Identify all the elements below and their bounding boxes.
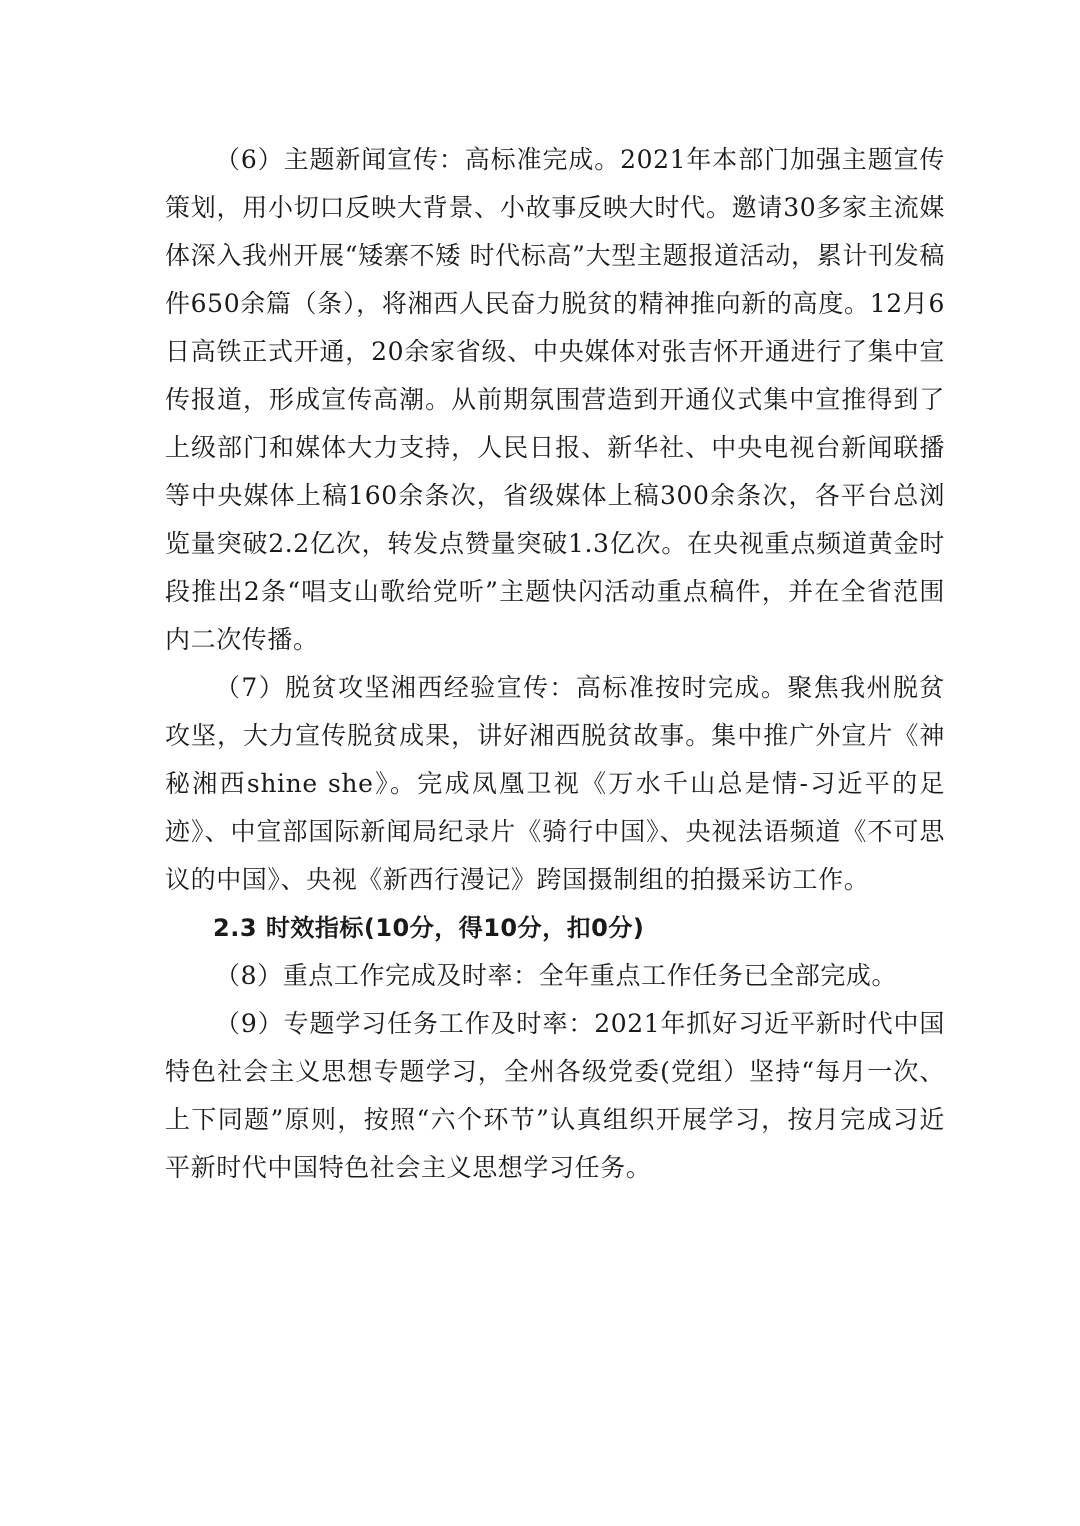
paragraph-8: （8）重点工作完成及时率：全年重点工作任务已全部完成。 <box>215 961 898 990</box>
section-heading-timeliness: 2.3 时效指标(10分，得10分，扣0分) <box>213 914 645 942</box>
paragraph-9: （9）专题学习任务工作及时率：2021年抓好习近平新时代中国特色社会主义思想专题学习，全州各级党委(党组）坚持“每月一次、上下同题”原则，按照“六个环节”认真组织开展学习，按月完成习近平新时代中国特色社会主义思想学习任务。 <box>165 1009 945 1182</box>
document-body <box>165 136 945 1192</box>
paragraph-6: （6）主题新闻宣传：高标准完成。2021年本部门加强主题宣传策划，用小切口反映大背景、小故事反映大时代。邀请30多家主流媒体深入我州开展“矮寨不矮 时代标高”大型主题报道活动，累计刊发稿件650余篇（条），将湘西人民奋力脱贫的精神推向新的高度。12月6日高铁正式开通，20余家省级、中央媒体对张吉怀开通进行了集中宣传报道，形成宣传高潮。从前期氛围营造到开通仪式集中宣推得到了上级部门和媒体大力支持，人民日报、新华社、中央电视台新闻联播等中央媒体上稿160余条次，省级媒体上稿300余条次，各平台总浏览量突破2.2亿次，转发点赞量突破1.3亿次。在央视重点频道黄金时段推出2条“唱支山歌给党听”主题快闪活动重点稿件，并在全省范围内二次传播。 <box>165 145 945 654</box>
paragraph-7: （7）脱贫攻坚湘西经验宣传：高标准按时完成。聚焦我州脱贫攻坚，大力宣传脱贫成果，讲好湘西脱贫故事。集中推广外宣片《神秘湘西shine she》。完成凤凰卫视《万水千山总是情-习近平的足迹》、中宣部国际新闻局纪录片《骑行中国》、央视法语频道《不可思议的中国》、央视《新西行漫记》跨国摄制组的拍摄采访工作。 <box>165 673 945 894</box>
